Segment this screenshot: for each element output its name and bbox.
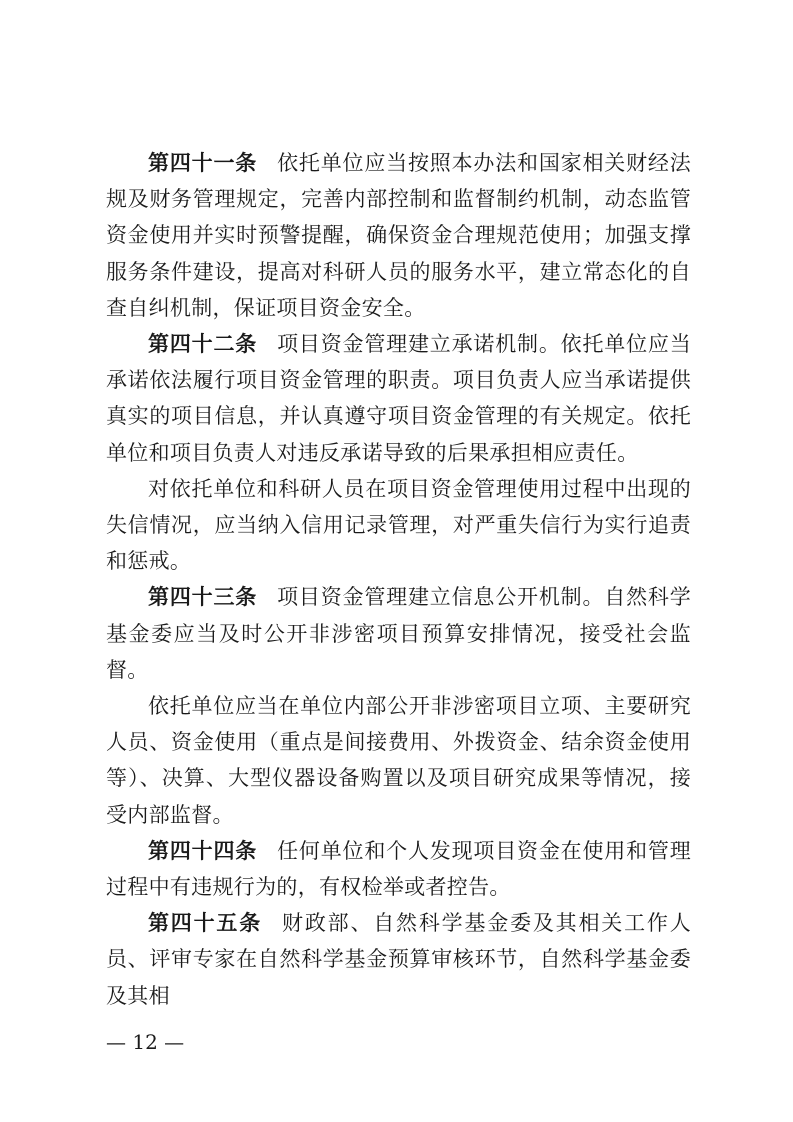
article-43 bbox=[106, 579, 691, 688]
article-41 bbox=[106, 145, 691, 326]
article-41-label: 第四十一条 bbox=[148, 151, 258, 175]
article-44-label: 第四十四条 bbox=[148, 838, 258, 863]
article-43-para-2: 依托单位应当在单位内部公开非涉密项目立项、主要研究人员、资金使用（重点是间接费用、外拨资金、结余资金使用等）、决算、大型仪器设备购置以及项目研究成果等情况，接受内部监督。 bbox=[106, 694, 691, 827]
page-number: — 12 — bbox=[106, 1030, 185, 1054]
article-42-label: 第四十二条 bbox=[148, 332, 258, 357]
article-45-text: 财政部、自然科学基金委及其相关工作人员、评审专家在自然科学基金预算审核环节，自然科学基金委及其相 bbox=[106, 911, 692, 1008]
article-45-label: 第四十五条 bbox=[148, 911, 263, 936]
article-41-text: 依托单位应当按照本办法和国家相关财经法规及财务管理规定，完善内部控制和监督制约机制，动态监管资金使用并实时预警提醒，确保资金合理规范使用；加强支撑服务条件建设，提高对科研人员的服务水平，建立常态化的自查自纠机制，保证项目资金安全。 bbox=[106, 151, 692, 320]
document-body bbox=[106, 145, 691, 1014]
article-42-para-2: 对依托单位和科研人员在项目资金管理使用过程中出现的失信情况，应当纳入信用记录管理，对严重失信行为实行追责和惩戒。 bbox=[106, 476, 691, 574]
article-43-label: 第四十三条 bbox=[148, 585, 258, 610]
article-45 bbox=[106, 905, 691, 1014]
article-44-text: 任何单位和个人发现项目资金在使用和管理过程中有违规行为的，有权检举或者控告。 bbox=[106, 838, 692, 900]
article-42 bbox=[106, 326, 691, 471]
article-42-text: 项目资金管理建立承诺机制。依托单位应当承诺依法履行项目资金管理的职责。项目负责人应当承诺提供真实的项目信息，并认真遵守项目资金管理的有关规定。依托单位和项目负责人对违反承诺导致的后果承担相应责任。 bbox=[106, 332, 692, 465]
article-43-text: 项目资金管理建立信息公开机制。自然科学基金委应当及时公开非涉密项目预算安排情况，接受社会监督。 bbox=[106, 585, 692, 682]
article-44 bbox=[106, 833, 691, 905]
